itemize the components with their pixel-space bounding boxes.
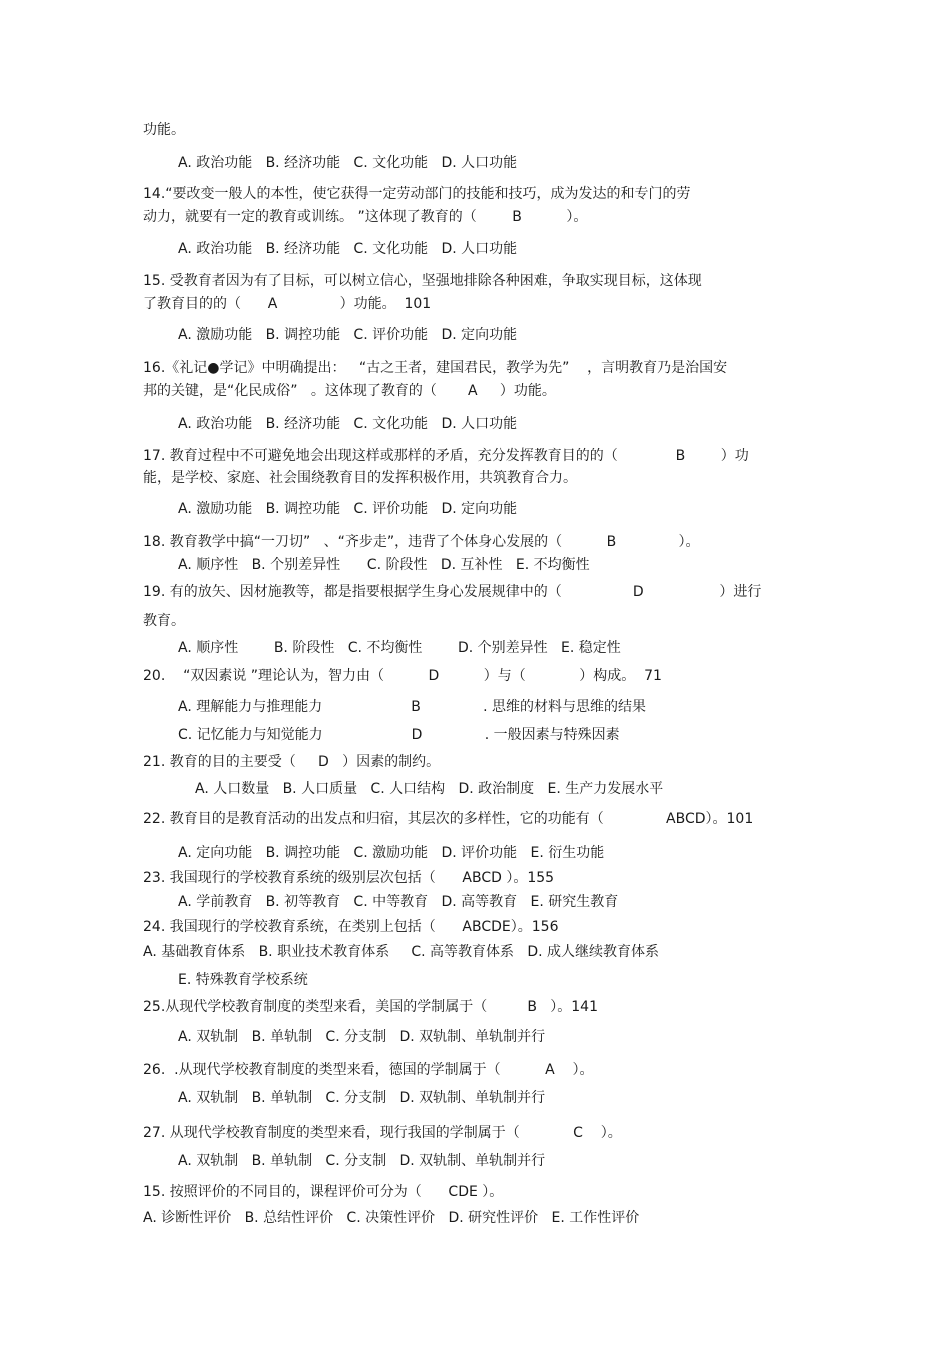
options-line: A. 人口数量 B. 人口质量 C. 人口结构 D. 政治制度 E. 生产力发展水平 — [195, 781, 664, 797]
options-line: A. 学前教育 B. 初等教育 C. 中等教育 D. 高等教育 E. 研究生教育 — [178, 894, 619, 910]
options-line: A. 政治功能 B. 经济功能 C. 文化功能 D. 人口功能 — [178, 416, 518, 432]
question-17-line-1: 17. 教育过程中不可避免地会出现这样或那样的矛盾，充分发挥教育目的的（ B ）功 — [143, 448, 749, 464]
options-line: A. 顺序性 B. 个别差异性 C. 阶段性 D. 互补性 E. 不均衡性 — [178, 557, 590, 573]
question-16-line-2: 邦的关键，是“化民成俗” 。这体现了教育的（ A ）功能。 — [143, 383, 556, 399]
question-24-line: 24. 我国现行的学校教育系统，在类别上包括（ ABCDE）。156 — [143, 919, 559, 935]
question-20-line: 20. “双因素说 ”理论认为，智力由（ D ）与（ ）构成。 71 — [143, 668, 662, 684]
options-line: E. 特殊教育学校系统 — [178, 972, 308, 988]
options-line: A. 双轨制 B. 单轨制 C. 分支制 D. 双轨制、单轨制并行 — [178, 1029, 546, 1045]
question-17-line-2: 能，是学校、家庭、社会围绕教育目的发挥积极作用，共筑教育合力。 — [143, 470, 577, 486]
question-27-line: 27. 从现代学校教育制度的类型来看，现行我国的学制属于（ C ）。 — [143, 1125, 622, 1141]
options-line: A. 定向功能 B. 调控功能 C. 激励功能 D. 评价功能 E. 衍生功能 — [178, 845, 605, 861]
text-line: 功能。 — [143, 122, 185, 138]
options-line: A. 政治功能 B. 经济功能 C. 文化功能 D. 人口功能 — [178, 155, 518, 171]
options-line: A. 理解能力与推理能力 B . 思维的材料与思维的结果 — [178, 699, 647, 715]
options-line: A. 双轨制 B. 单轨制 C. 分支制 D. 双轨制、单轨制并行 — [178, 1153, 546, 1169]
options-line: C. 记忆能力与知觉能力 D . 一般因素与特殊因素 — [178, 727, 620, 743]
question-19-line-1: 19. 有的放矢、因材施教等，都是指要根据学生身心发展规律中的（ D ）进行 — [143, 584, 762, 600]
options-line: A. 顺序性 B. 阶段性 C. 不均衡性 D. 个别差异性 E. 稳定性 — [178, 640, 621, 656]
question-16-line-1: 16.《礼记●学记》中明确提出： “古之王者，建国君民，教学为先” ，言明教育乃是治国安 — [143, 360, 728, 376]
options-line: A. 激励功能 B. 调控功能 C. 评价功能 D. 定向功能 — [178, 327, 518, 343]
question-22-line: 22. 教育目的是教育活动的出发点和归宿，其层次的多样性，它的功能有（ ABCD）。101 — [143, 811, 754, 827]
question-25-line: 25.从现代学校教育制度的类型来看，美国的学制属于（ B ）。141 — [143, 999, 598, 1015]
options-line: A. 基础教育体系 B. 职业技术教育体系 C. 高等教育体系 D. 成人继续教育体系 — [143, 944, 660, 960]
question-18-line: 18. 教育教学中搞“一刀切” 、“齐步走”，违背了个体身心发展的（ B ）。 — [143, 534, 700, 550]
question-14-line-1: 14.“要改变一般人的本性，使它获得一定劳动部门的技能和技巧，成为发达的和专门的劳 — [143, 186, 691, 202]
question-14-line-2: 动力，就要有一定的教育或训练。 ”这体现了教育的（ B ）。 — [143, 209, 588, 225]
question-15-line-2: 了教育目的的（ A ）功能。 101 — [143, 296, 432, 312]
question-26-line: 26. .从现代学校教育制度的类型来看，德国的学制属于（ A ）。 — [143, 1062, 594, 1078]
options-line: A. 诊断性评价 B. 总结性评价 C. 决策性评价 D. 研究性评价 E. 工作性评价 — [143, 1210, 640, 1226]
question-19-line-2: 教育。 — [143, 613, 185, 629]
options-line: A. 激励功能 B. 调控功能 C. 评价功能 D. 定向功能 — [178, 501, 518, 517]
question-15-line-1: 15. 受教育者因为有了目标，可以树立信心，坚强地排除各种困难，争取实现目标，这体现 — [143, 273, 702, 289]
options-line: A. 双轨制 B. 单轨制 C. 分支制 D. 双轨制、单轨制并行 — [178, 1090, 546, 1106]
question-21-line: 21. 教育的目的主要受（ D ）因素的制约。 — [143, 754, 441, 770]
options-line: A. 政治功能 B. 经济功能 C. 文化功能 D. 人口功能 — [178, 241, 518, 257]
question-23-line: 23. 我国现行的学校教育系统的级别层次包括（ ABCD ）。155 — [143, 870, 555, 886]
question-15b-line: 15. 按照评价的不同目的，课程评价可分为（ CDE ）。 — [143, 1184, 504, 1200]
